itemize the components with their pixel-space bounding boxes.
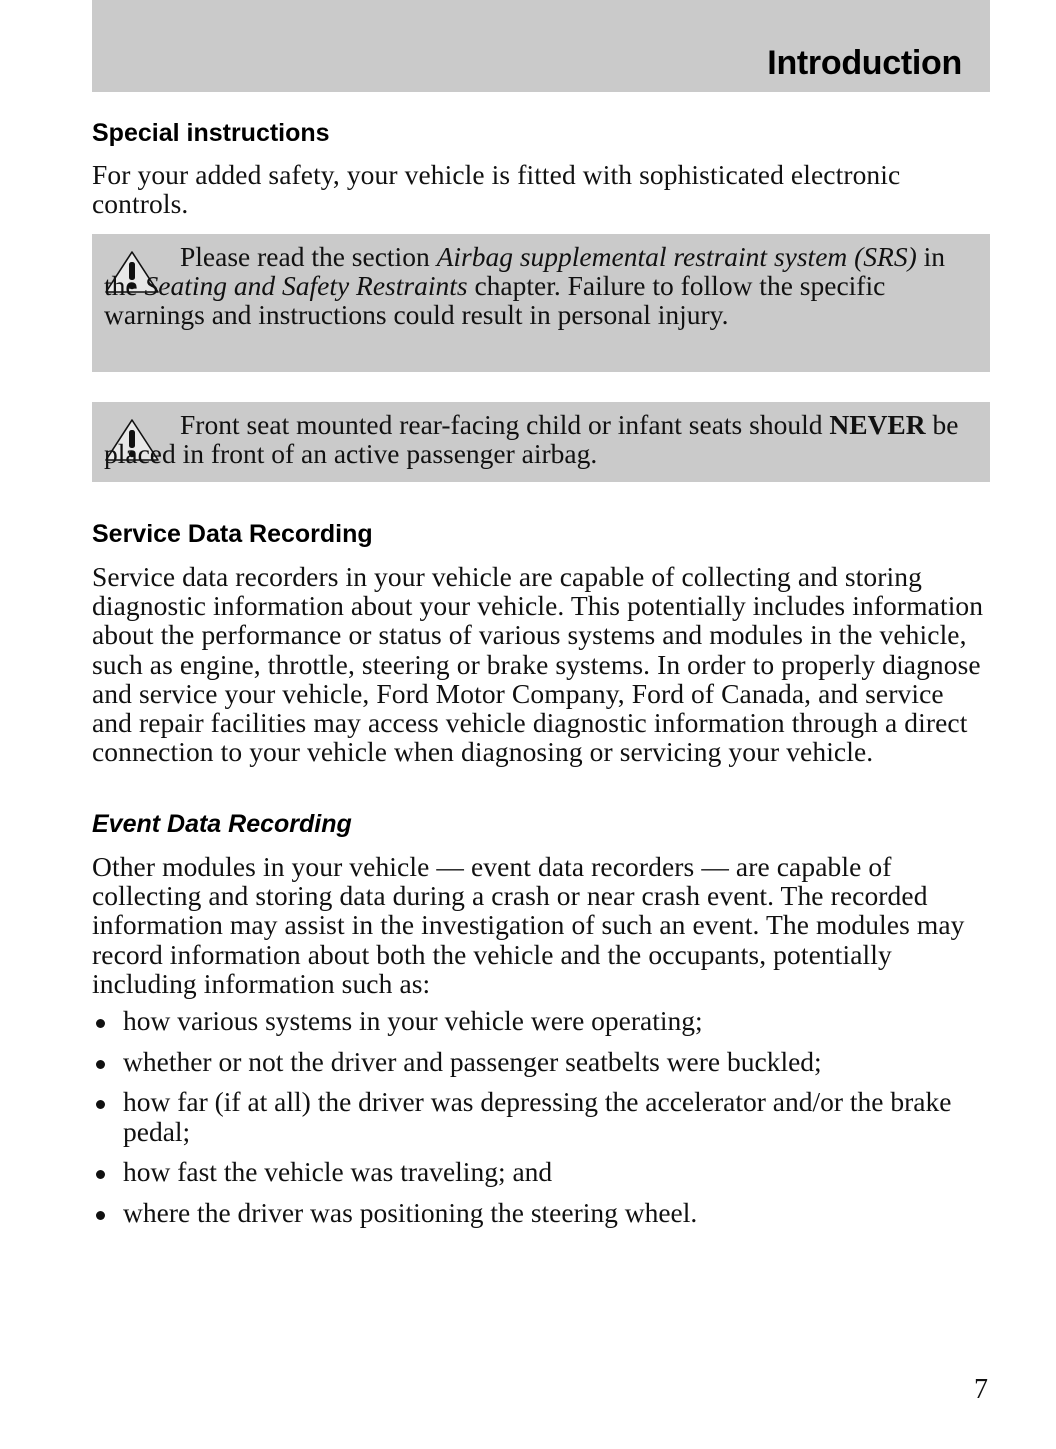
bullet-icon: [96, 1019, 105, 1028]
warning2-text-2: be placed in front of an active passenger airbag.: [104, 409, 959, 470]
chapter-title: Introduction: [767, 44, 962, 82]
heading-event-data-recording: Event Data Recording: [92, 810, 352, 838]
warning1-ref-chapter: Seating and Safety Restraints: [144, 270, 468, 302]
bullet-icon: [96, 1060, 105, 1069]
warning1-text-1: Please read the section: [180, 241, 437, 272]
list-item-text: where the driver was positioning the steering wheel.: [123, 1197, 698, 1229]
bullet-icon: [96, 1170, 105, 1179]
page-number: 7: [974, 1374, 988, 1405]
list-item-text: how fast the vehicle was traveling; and: [123, 1156, 553, 1188]
bullet-icon: [96, 1100, 105, 1109]
list-item: [92, 1087, 990, 1145]
warning1-text-3: chapter. Failure to follow the specific warnings and instructions could result in personal injury.: [104, 270, 886, 331]
list-item: [92, 1157, 990, 1186]
warning-text-airbag: [104, 242, 970, 330]
list-item-text: how far (if at all) the driver was depressing the accelerator and/or the brake pedal;: [123, 1086, 952, 1147]
warning2-never-emphasis: NEVER: [829, 409, 926, 440]
warning-box-child-seat: [92, 402, 990, 482]
warning1-ref-srs-section: Airbag supplemental restraint system (SRS): [436, 241, 917, 272]
warning1-text-2: in the: [104, 241, 946, 302]
warning-box-airbag: [92, 234, 990, 372]
warning2-text-1: Front seat mounted rear-facing child or infant seats should: [180, 409, 830, 440]
bullet-icon: [96, 1211, 105, 1220]
list-item-text: whether or not the driver and passenger seatbelts were buckled;: [123, 1045, 822, 1077]
paragraph-special-instructions: For your added safety, your vehicle is fitted with sophisticated electronic controls.: [92, 159, 901, 220]
heading-service-data-recording: Service Data Recording: [92, 520, 373, 548]
list-item: [92, 1006, 990, 1035]
heading-special-instructions: Special instructions: [92, 119, 330, 147]
list-item-text: how various systems in your vehicle were operating;: [123, 1005, 703, 1036]
event-data-list: [92, 1006, 990, 1239]
list-item: [92, 1047, 990, 1076]
paragraph-service-data-recording: Service data recorders in your vehicle are capable of collecting and storing diagnostic information about your vehicle. This potentially includes information about the performance or status of various systems and modules in the vehicle, such as engine, throttle, steering or brake systems. In order to properly diagnose and service your vehicle, Ford Motor Company, Ford of Canada, and service and repair facilities may access vehicle diagnostic information through a direct connection to your vehicle when diagnosing or servicing your vehicle.: [92, 561, 984, 768]
paragraph-event-data-recording: Other modules in your vehicle — event data recorders — are capable of collecting and storing data during a crash or near crash event. The recorded information may assist in the investigation of such an event. The modules may record information about both the vehicle and the occupants, potentially including information such as:: [92, 851, 965, 999]
header-band: [92, 0, 990, 92]
list-item: [92, 1198, 990, 1227]
warning-text-child-seat: [104, 410, 970, 468]
